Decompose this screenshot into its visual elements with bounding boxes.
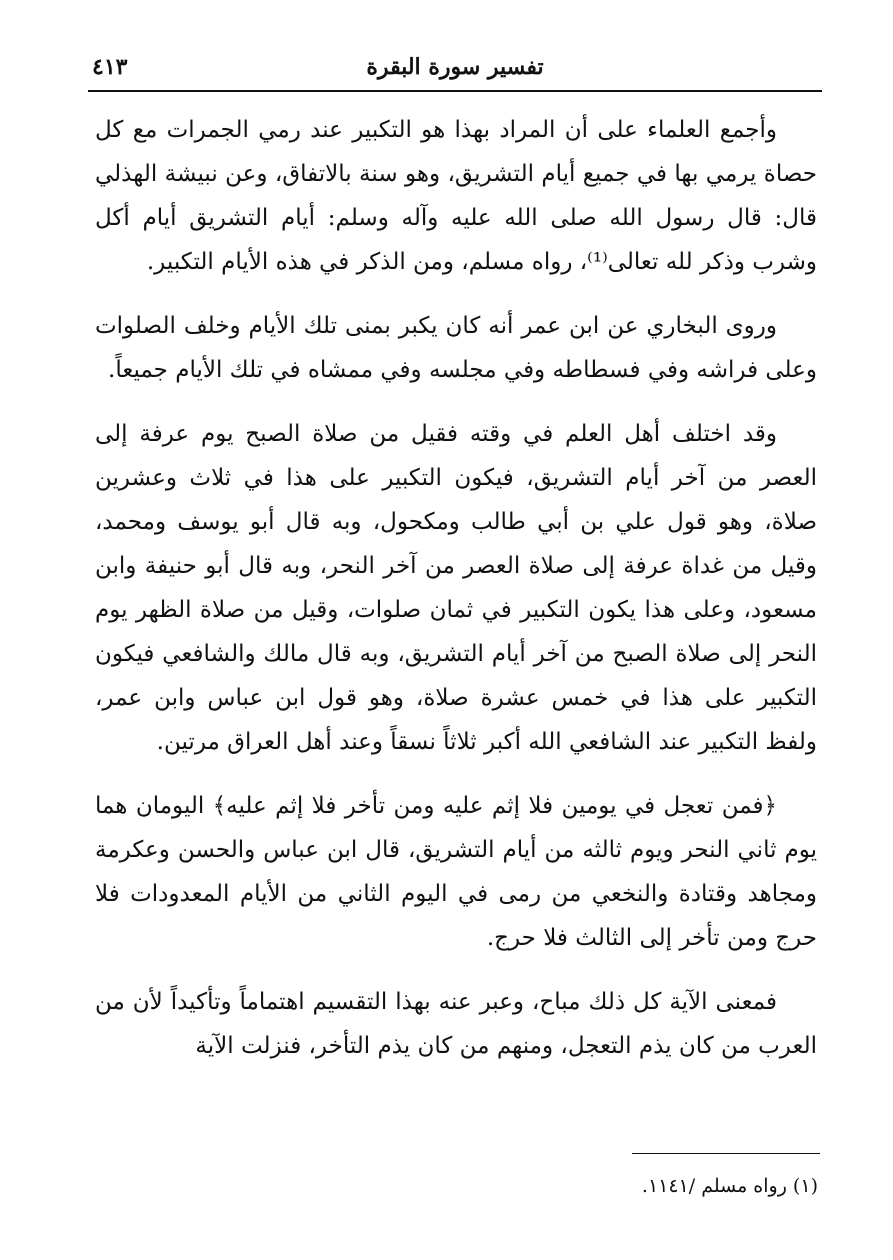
paragraph: وأجمع العلماء على أن المراد بهذا هو التكبير عند رمي الجمرات مع كل حصاة يرمي بها في جميع أيام التشريق، وهو سنة بالاتفاق، وعن نبيشة الهذلي قال: قال رسول الله صلى الله عليه وآله وسلم: أيام التشريق أيام أكل وشرب وذكر لله تعالى⁽¹⁾، رواه مسلم، ومن الذكر في هذه الأيام التكبير.	[95, 117, 817, 275]
paragraph: وقد اختلف أهل العلم في وقته فقيل من صلاة الصبح يوم عرفة إلى العصر من آخر أيام التشريق، فيكون التكبير على هذا في ثلاث وعشرين صلاة، وهو قول علي بن أبي طالب ومكحول، وبه قال أبو يوسف ومحمد، وقيل من غداة عرفة إلى صلاة العصر من آخر النحر، وبه قال أبو حنيفة وابن مسعود، وعلى هذا يكون التكبير في ثمان صلوات، وقيل من صلاة الظهر يوم النحر إلى صلاة الصبح من آخر أيام التشريق، وبه قال مالك والشافعي فيكون التكبير على هذا في خمس عشرة صلاة، وهو قول ابن عباس وابن عمر، ولفظ التكبير عند الشافعي الله أكبر ثلاثاً نسقاً وعند أهل العراق مرتين.	[95, 421, 817, 755]
paragraph: ﴿فمن تعجل في يومين فلا إثم عليه ومن تأخر فلا إثم عليه﴾ اليومان هما يوم ثاني النحر ويوم ثالثه من أيام التشريق، قال ابن عباس والحسن وعكرمة ومجاهد وقتادة والنخعي من رمى في اليوم الثاني من الأيام المعدودات فلا حرج ومن تأخر إلى الثالث فلا حرج.	[95, 793, 817, 951]
page-body	[95, 108, 817, 1088]
footnote: (١) رواه مسلم /١١٤١.	[641, 1175, 818, 1197]
paragraph: وروى البخاري عن ابن عمر أنه كان يكبر بمنى تلك الأيام وخلف الصلوات وعلى فراشه وفي فسطاطه وفي مجلسه وفي ممشاه في تلك الأيام جميعاً.	[95, 313, 817, 383]
page-header	[88, 50, 822, 92]
footnote-separator	[632, 1153, 820, 1154]
running-title: تفسير سورة البقرة	[366, 54, 544, 80]
paragraph: فمعنى الآية كل ذلك مباح، وعبر عنه بهذا التقسيم اهتماماً وتأكيداً لأن من العرب من كان يذم التعجل، ومنهم من كان يذم التأخر، فنزلت الآية	[95, 989, 817, 1059]
page-number: ٤١٣	[92, 54, 128, 80]
